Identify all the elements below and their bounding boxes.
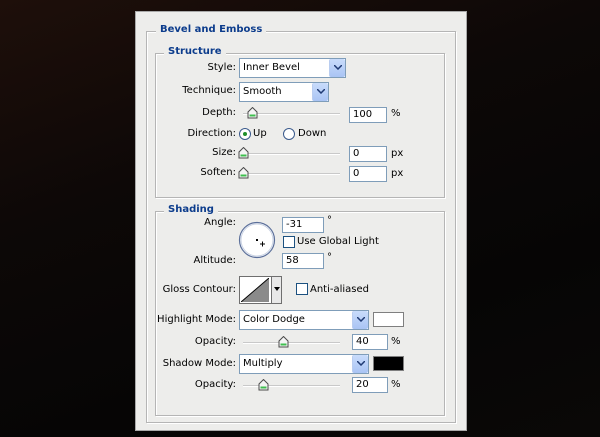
depth-input[interactable]: 100 <box>349 107 387 123</box>
technique-select[interactable] <box>239 82 329 102</box>
soften-input[interactable]: 0 <box>349 166 387 182</box>
direction-down-radio[interactable] <box>283 128 295 140</box>
use-global-light-label[interactable]: Use Global Light <box>297 236 379 247</box>
highlight-color-swatch[interactable] <box>373 312 404 327</box>
direction-up-label[interactable]: Up <box>253 128 267 139</box>
technique-label: Technique: <box>182 85 236 96</box>
direction-down-label[interactable]: Down <box>298 128 327 139</box>
altitude-label: Altitude: <box>193 255 236 266</box>
depth-unit: % <box>391 108 401 119</box>
size-input[interactable]: 0 <box>349 146 387 162</box>
contour-preview-icon <box>241 278 269 302</box>
soften-label: Soften: <box>200 167 236 178</box>
chevron-down-icon <box>312 83 328 101</box>
chevron-down-icon <box>329 59 345 77</box>
highlight-opacity-label: Opacity: <box>194 336 236 347</box>
shadow-opacity-label: Opacity: <box>194 379 236 390</box>
triangle-down-icon <box>274 287 280 291</box>
contour-dropdown-button[interactable] <box>271 277 281 303</box>
angle-dial-icon[interactable] <box>238 221 276 259</box>
gloss-contour-label: Gloss Contour: <box>162 284 236 295</box>
chevron-down-icon <box>352 311 368 329</box>
size-label: Size: <box>212 147 236 158</box>
anti-aliased-checkbox[interactable] <box>296 283 308 295</box>
shadow-mode-select[interactable] <box>239 354 369 374</box>
shadow-opacity-unit: % <box>391 379 401 390</box>
anti-aliased-label[interactable]: Anti-aliased <box>310 284 370 295</box>
style-value: Inner Bevel <box>243 62 300 73</box>
bevel-emboss-panel <box>135 11 467 431</box>
direction-up-radio[interactable] <box>239 128 251 140</box>
style-label: Style: <box>207 62 236 73</box>
gloss-contour-picker[interactable] <box>239 276 282 304</box>
shadow-opacity-slider-thumb[interactable] <box>258 379 269 391</box>
shadow-color-swatch[interactable] <box>373 356 404 371</box>
style-select[interactable] <box>239 58 346 78</box>
highlight-opacity-slider-thumb[interactable] <box>278 336 289 348</box>
bevel-emboss-title: Bevel and Emboss <box>156 24 266 36</box>
altitude-input[interactable]: 58 <box>282 253 324 269</box>
size-slider-thumb[interactable] <box>238 147 249 159</box>
depth-label: Depth: <box>202 107 236 118</box>
structure-title: Structure <box>164 46 226 58</box>
highlight-mode-label: Highlight Mode: <box>157 314 236 325</box>
highlight-opacity-slider-track[interactable] <box>243 342 340 344</box>
soften-slider-track[interactable] <box>243 173 340 175</box>
shadow-mode-label: Shadow Mode: <box>162 358 236 369</box>
use-global-light-checkbox[interactable] <box>283 236 295 248</box>
highlight-mode-value: Color Dodge <box>243 314 305 325</box>
direction-label: Direction: <box>187 128 236 139</box>
technique-value: Smooth <box>243 86 282 97</box>
shading-title: Shading <box>164 204 218 216</box>
highlight-opacity-unit: % <box>391 336 401 347</box>
angle-label: Angle: <box>204 217 236 228</box>
soften-slider-thumb[interactable] <box>238 167 249 179</box>
size-slider-track[interactable] <box>243 153 340 155</box>
shadow-mode-value: Multiply <box>243 358 283 369</box>
highlight-mode-select[interactable] <box>239 310 369 330</box>
shadow-opacity-input[interactable]: 20 <box>352 377 388 393</box>
angle-input[interactable]: -31 <box>282 217 324 233</box>
size-unit: px <box>391 148 404 159</box>
highlight-opacity-input[interactable]: 40 <box>352 334 388 350</box>
chevron-down-icon <box>352 355 368 373</box>
depth-slider-thumb[interactable] <box>247 107 258 119</box>
angle-unit: ° <box>327 215 332 226</box>
radio-selected-dot <box>243 132 247 136</box>
altitude-unit: ° <box>327 252 332 263</box>
soften-unit: px <box>391 168 404 179</box>
